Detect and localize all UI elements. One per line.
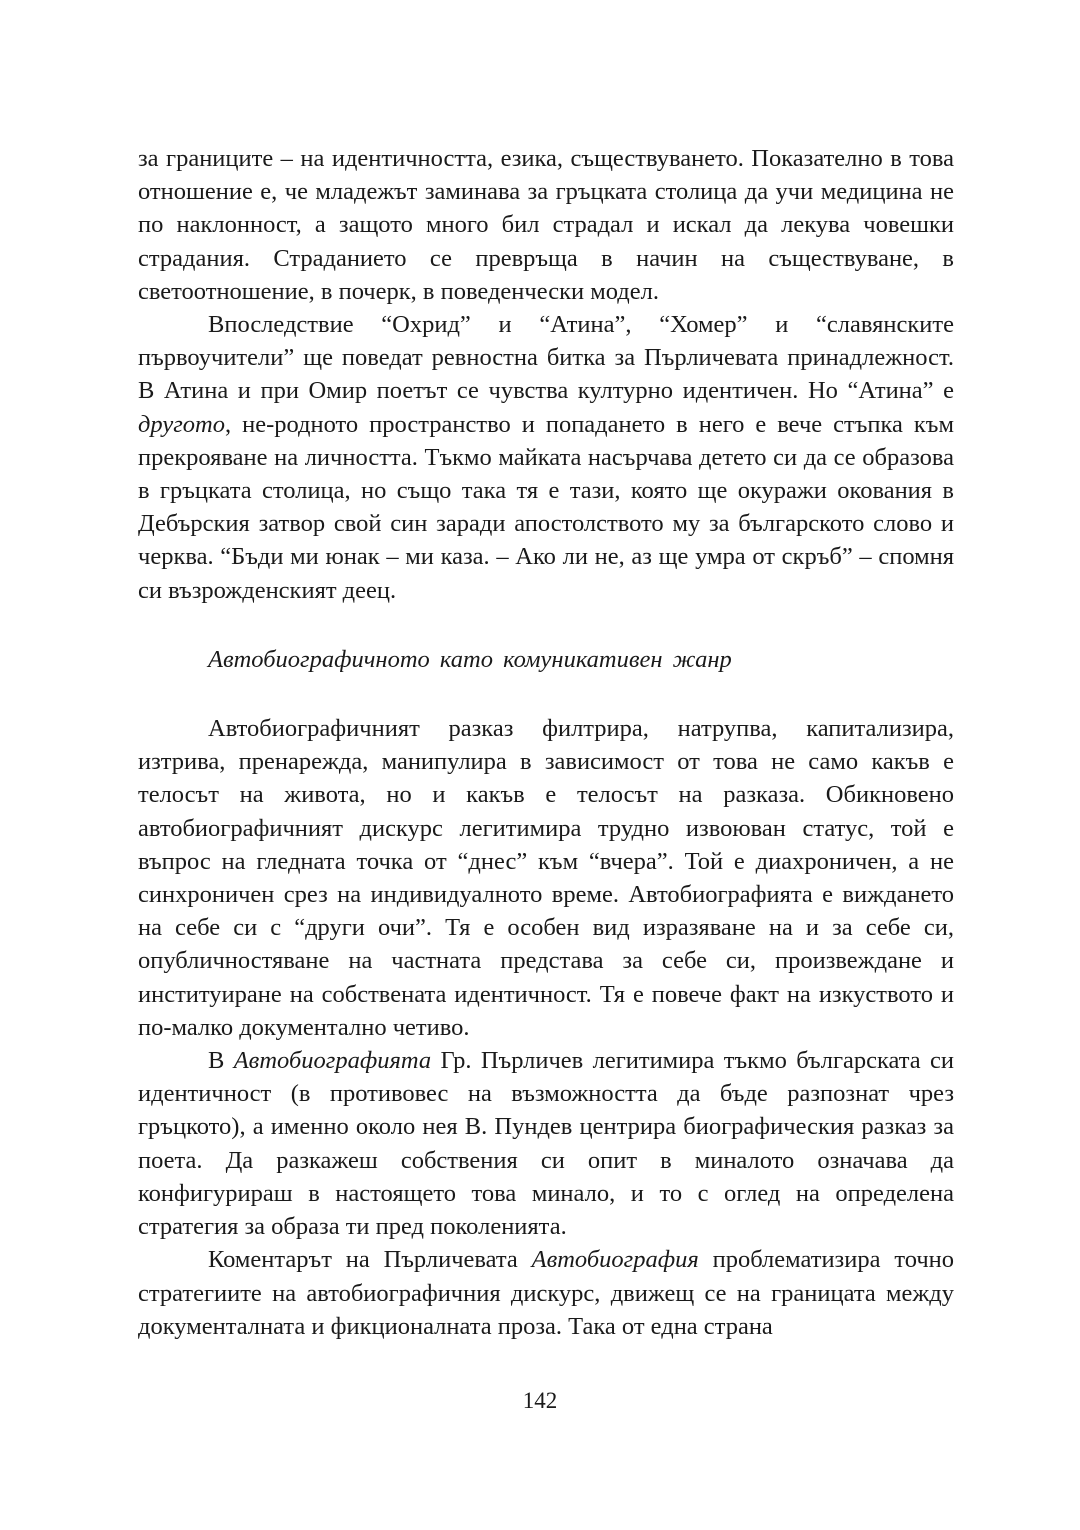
paragraph-4-text-a: В — [208, 1047, 234, 1075]
paragraph-2 — [138, 308, 954, 607]
paragraph-5-text-b: проблематизира точно стратегиите на автобиографичния дискурс, движещ се на границата между документалната и фикционалната проза. Така от една страна — [138, 1246, 954, 1340]
paragraph-3: Автобиографичният разказ филтрира, натрупва, капитализира, изтрива, пренарежда, манипулира в зависимост от това не само какъв е телосът на живота, но и какъв е телосът на разказа. Обикновено автобиографичният дискурс легитимира трудно извоюван статус, той е въпрос на гледната точка от “днес” към “вчера”. Той е диахроничен, а не синхроничен срез на индивидуалното време. Автобиографията е виждането на себе си с “други очи”. Тя е особен вид изразяване на и за себе си, опубличностяване на частната представа за себе си, произвеждане и институиране на собствената идентичност. Тя е повече факт на изкуството и по-малко документално четиво. — [138, 715, 954, 1041]
paragraph-1: за границите – на идентичността, езика, съществуването. Показателно в това отношение е, че младежът заминава за гръцката столица да учи медицина не по наклонност, а защото много бил страдал и искал да лекува човешки страдания. Страданието се превръща в начин на съществуване, в светоотношение, в почерк, в поведенчески модел. — [138, 145, 954, 305]
paragraph-4-text-b: Гр. Пърличев легитимира тъкмо българската си идентичност (в противовес на възможността да бъде разпознат чрез гръцкото), а именно около нея В. Пундев центрира биографическия разказ за поета. Да разкажеш собствения си опит в миналото означава да конфигурираш в настоящето това минало, и то с оглед на определена стратегия за образа ти пред поколенията. — [138, 1047, 954, 1241]
page-number: 142 — [522, 1388, 558, 1413]
paragraph-2-text-b: , не-родното пространство и попадането в него е вече стъпка към прекрояване на личността. Тъкмо майката насърчава детето си да се образова в гръцката столица, но също така тя е тази, която ще окуражи окования в Дебърския затвор свой син заради апостолството му за българското слово и черква. “Бъди ми юнак – ми каза. – Ако ли не, аз ще умра от скръб” – спомня си възрожденският деец. — [138, 410, 954, 604]
paragraph-4-emphasis: Автобиографията — [233, 1047, 432, 1075]
paragraph-2-text-a: Впоследствие “Охрид” и “Атина”, “Хомер” и “славянските първоучители” ще поведат ревностна битка за Пърличевата принадлежност. В Атина и при Омир поетът се чувства културно идентичен. Но “Атина” е — [138, 311, 954, 405]
page-body — [138, 142, 954, 1343]
paragraph-4 — [138, 1044, 954, 1243]
paragraph-2-emphasis: другото — [138, 410, 225, 438]
paragraph-5 — [138, 1243, 954, 1343]
paragraph-5-text-a: Коментарът на Пърличевата — [208, 1246, 532, 1274]
paragraph-5-emphasis: Автобиография — [531, 1246, 699, 1274]
section-heading: Автобиографичното като комуникативен жанр — [208, 645, 732, 673]
